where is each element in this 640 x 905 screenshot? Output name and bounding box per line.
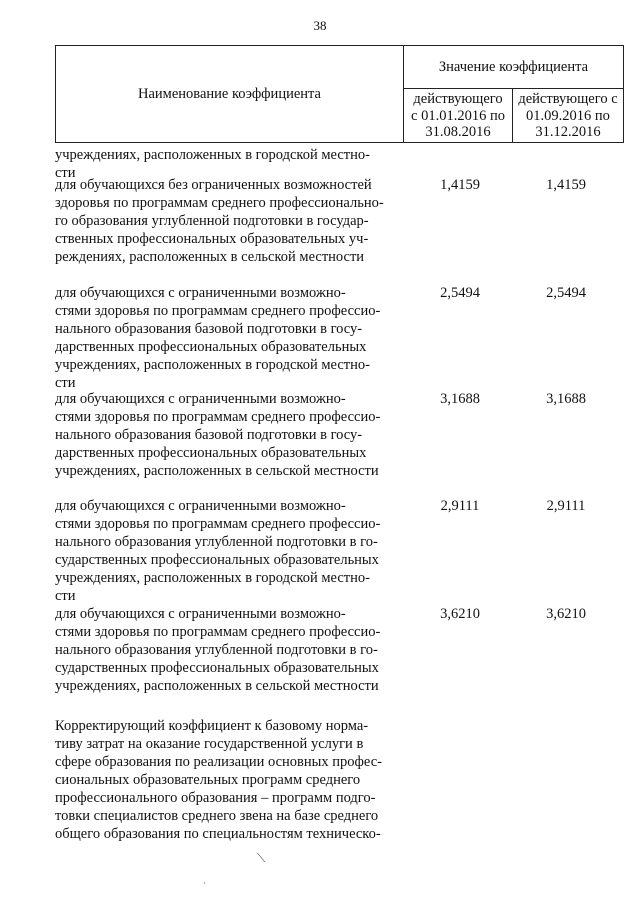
- header-period2-line3: 31.12.2016: [535, 124, 601, 140]
- table-header: [55, 45, 624, 143]
- table-row: для обучающихся без ограниченных возможностей здоровья по программам среднего профессионально- го образования углубленной подготовки в государ- ственных профессиональных образовательных уч- реждениях, расположенных в сельской местности: [55, 177, 384, 265]
- table-row: для обучающихся с ограниченными возможно- стями здоровья по программам среднего профессио- нального образования углубленной подготовки в го- сударственных профессиональных образовательных учреждениях, расположенных в городской местно- сти: [55, 498, 381, 604]
- row-value-period1: 3,6210: [440, 606, 480, 622]
- scan-mark: ⟍: [257, 851, 266, 865]
- header-name-cell: Наименование коэффициента: [138, 85, 321, 102]
- row-value-period2: 2,9111: [546, 498, 586, 514]
- row-value-period2: 3,6210: [546, 606, 586, 622]
- table-row: для обучающихся с ограниченными возможно- стями здоровья по программам среднего профессио- нального образования базовой подготовки в госу- дарственных профессиональных образовательных учреждениях, расположенных в городской местно- сти: [55, 285, 381, 391]
- header-period2-cell: [513, 90, 623, 143]
- row-value-period1: 3,1688: [440, 391, 480, 407]
- row-value-period2: 3,1688: [546, 391, 586, 407]
- row-value-period1: 1,4159: [440, 177, 480, 193]
- header-period1-line1: действующего: [413, 91, 503, 107]
- row-value-period1: 2,9111: [440, 498, 480, 514]
- header-period1-line3: 31.08.2016: [425, 124, 491, 140]
- header-period2-line1: действующего с: [518, 91, 618, 107]
- header-period2-line2: 01.09.2016 по: [526, 107, 610, 124]
- page-number: 38: [313, 18, 327, 33]
- row-value-period1: 2,5494: [440, 285, 480, 301]
- scan-mark: ·: [203, 878, 206, 888]
- table-row: для обучающихся с ограниченными возможно- стями здоровья по программам среднего профессио- нального образования углубленной подготовки в го- сударственных профессиональных образовательных учреждениях, расположенных в сельской местности: [55, 606, 381, 694]
- row-value-period2: 1,4159: [546, 177, 586, 193]
- closing-paragraph: Корректирующий коэффициент к базовому норма- тиву затрат на оказание государственной услуги в сфере образования по реализации основных профес- сиональных образовательных программ среднего профессионального образования – программ подго- товки специалистов среднего звена на базе среднего общего образования по специальностям техническо-: [55, 718, 382, 842]
- table-row: учреждениях, расположенных в городской местно- сти: [55, 147, 370, 181]
- header-value-cell: Значение коэффициента: [438, 58, 589, 75]
- row-value-period2: 2,5494: [546, 285, 586, 301]
- header-period1-line2: с 01.01.2016 по: [411, 107, 505, 124]
- table-row: для обучающихся с ограниченными возможно- стями здоровья по программам среднего профессио- нального образования базовой подготовки в госу- дарственных профессиональных образовательных учреждениях, расположенных в сельской местности: [55, 391, 381, 479]
- header-period1-cell: [404, 90, 512, 143]
